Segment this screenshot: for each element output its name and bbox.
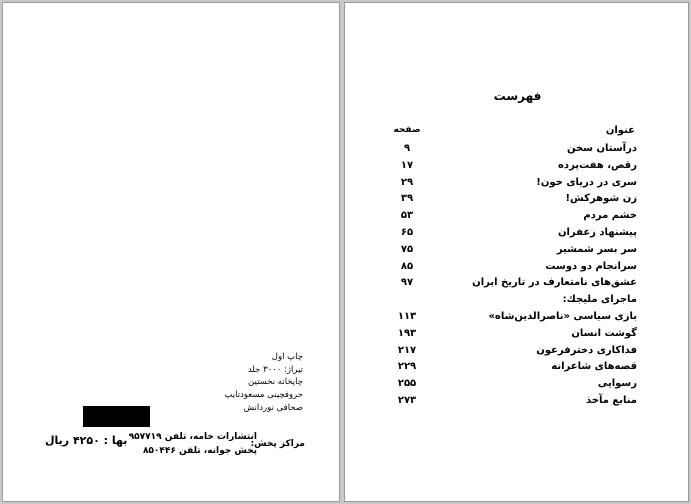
toc-entry bbox=[345, 261, 690, 278]
toc-list bbox=[345, 143, 690, 412]
distributor-line: انتشارات خامه، تلفن ۹۵۷۷۱۹ bbox=[128, 432, 257, 442]
colophon-binding: صحافی نوردانش bbox=[243, 402, 303, 413]
colophon-typesetting: حروفچینی مسعودتایپ bbox=[224, 390, 303, 401]
toc-entry bbox=[345, 345, 690, 362]
toc-entry-page: ۱۹۳ bbox=[397, 327, 417, 339]
toc-entry-title: پیشنهاد زعفران bbox=[557, 226, 637, 238]
toc-entry-page: ۲۷۳ bbox=[397, 394, 417, 406]
toc-entry bbox=[345, 328, 690, 345]
distribution-block bbox=[129, 430, 305, 458]
toc-entry-page: ۵۳ bbox=[400, 210, 414, 222]
toc-entry-title: سری در دریای خون! bbox=[536, 176, 637, 188]
toc-entry-page: ۸۵ bbox=[400, 260, 414, 272]
toc-entry bbox=[345, 294, 690, 311]
colophon-print-run: تیراژ: ۳۰۰۰ جلد bbox=[247, 364, 303, 375]
toc-entry-title: رسوایی bbox=[597, 378, 637, 390]
redaction-box bbox=[83, 406, 150, 427]
toc-entry-title: رقص، هفت‌پرده bbox=[558, 159, 637, 171]
toc-title: فهرست bbox=[493, 89, 542, 103]
left-page bbox=[2, 2, 340, 502]
toc-entry-page: ۲۹ bbox=[400, 176, 414, 188]
colophon bbox=[224, 351, 303, 415]
toc-entry-page: ۱۷ bbox=[400, 159, 414, 171]
toc-entry-page: ۹ bbox=[403, 143, 411, 154]
toc-entry bbox=[345, 395, 690, 412]
toc-entry-page: ۲۱۷ bbox=[397, 344, 417, 356]
toc-entry bbox=[345, 210, 690, 227]
toc-entry-title: سرانجام دو دوست bbox=[545, 260, 637, 272]
toc-entry-title: قصه‌های شاعرانه bbox=[551, 361, 637, 373]
toc-entry bbox=[345, 143, 690, 160]
toc-entry bbox=[345, 311, 690, 328]
right-page bbox=[344, 2, 689, 502]
toc-entry-page: ۶۵ bbox=[400, 226, 414, 238]
toc-entry-title: زن شوهرکش! bbox=[565, 193, 637, 205]
toc-entry-title: درآستان سخن bbox=[566, 143, 637, 154]
toc-entry-title: خشم مردم bbox=[583, 210, 637, 222]
toc-entry bbox=[345, 361, 690, 378]
toc-entry-page: ۹۷ bbox=[400, 277, 414, 289]
toc-entry bbox=[345, 277, 690, 294]
toc-entry-title: فداکاری دخترفرعون bbox=[536, 344, 637, 356]
distribution-label: مراکز پخش: bbox=[250, 439, 305, 449]
toc-entry bbox=[345, 193, 690, 210]
toc-entry-title: منابع مآخذ bbox=[585, 394, 637, 406]
toc-entry-title: سر بسر شمشیر bbox=[556, 243, 637, 255]
toc-entry-title: ماجرای ملیجك: bbox=[562, 294, 637, 306]
distributor-line: پخش جوانه، تلفن ۸۵۰۴۴۶ bbox=[142, 446, 257, 456]
toc-entry bbox=[345, 244, 690, 261]
toc-entry-page: ۱۱۳ bbox=[397, 310, 417, 322]
toc-entry-page: ۲۵۵ bbox=[397, 378, 417, 390]
toc-column-title-header: عنوان bbox=[605, 125, 635, 136]
toc-entry bbox=[345, 160, 690, 177]
toc-entry bbox=[345, 378, 690, 395]
toc-entry-title: بازی سیاسی «ناصرالدین‌شاه» bbox=[488, 310, 637, 322]
colophon-edition: چاپ اول bbox=[271, 352, 303, 362]
colophon-printer: چاپخانه نخستین bbox=[248, 377, 303, 388]
toc-entry bbox=[345, 227, 690, 244]
price-label: بها : ۴۲۵۰ ریال bbox=[45, 434, 128, 447]
toc-entry-page: ۷۵ bbox=[400, 243, 414, 255]
toc-column-page-header: صفحه bbox=[393, 125, 421, 135]
toc-entry-title: عشق‌های نامتعارف در تاریخ ایران bbox=[472, 277, 637, 289]
toc-entry-title: گوشت انسان bbox=[571, 327, 637, 339]
toc-entry-page: ۲۲۹ bbox=[397, 361, 417, 373]
toc-entry-page: ۳۹ bbox=[400, 193, 414, 205]
toc-entry bbox=[345, 177, 690, 194]
